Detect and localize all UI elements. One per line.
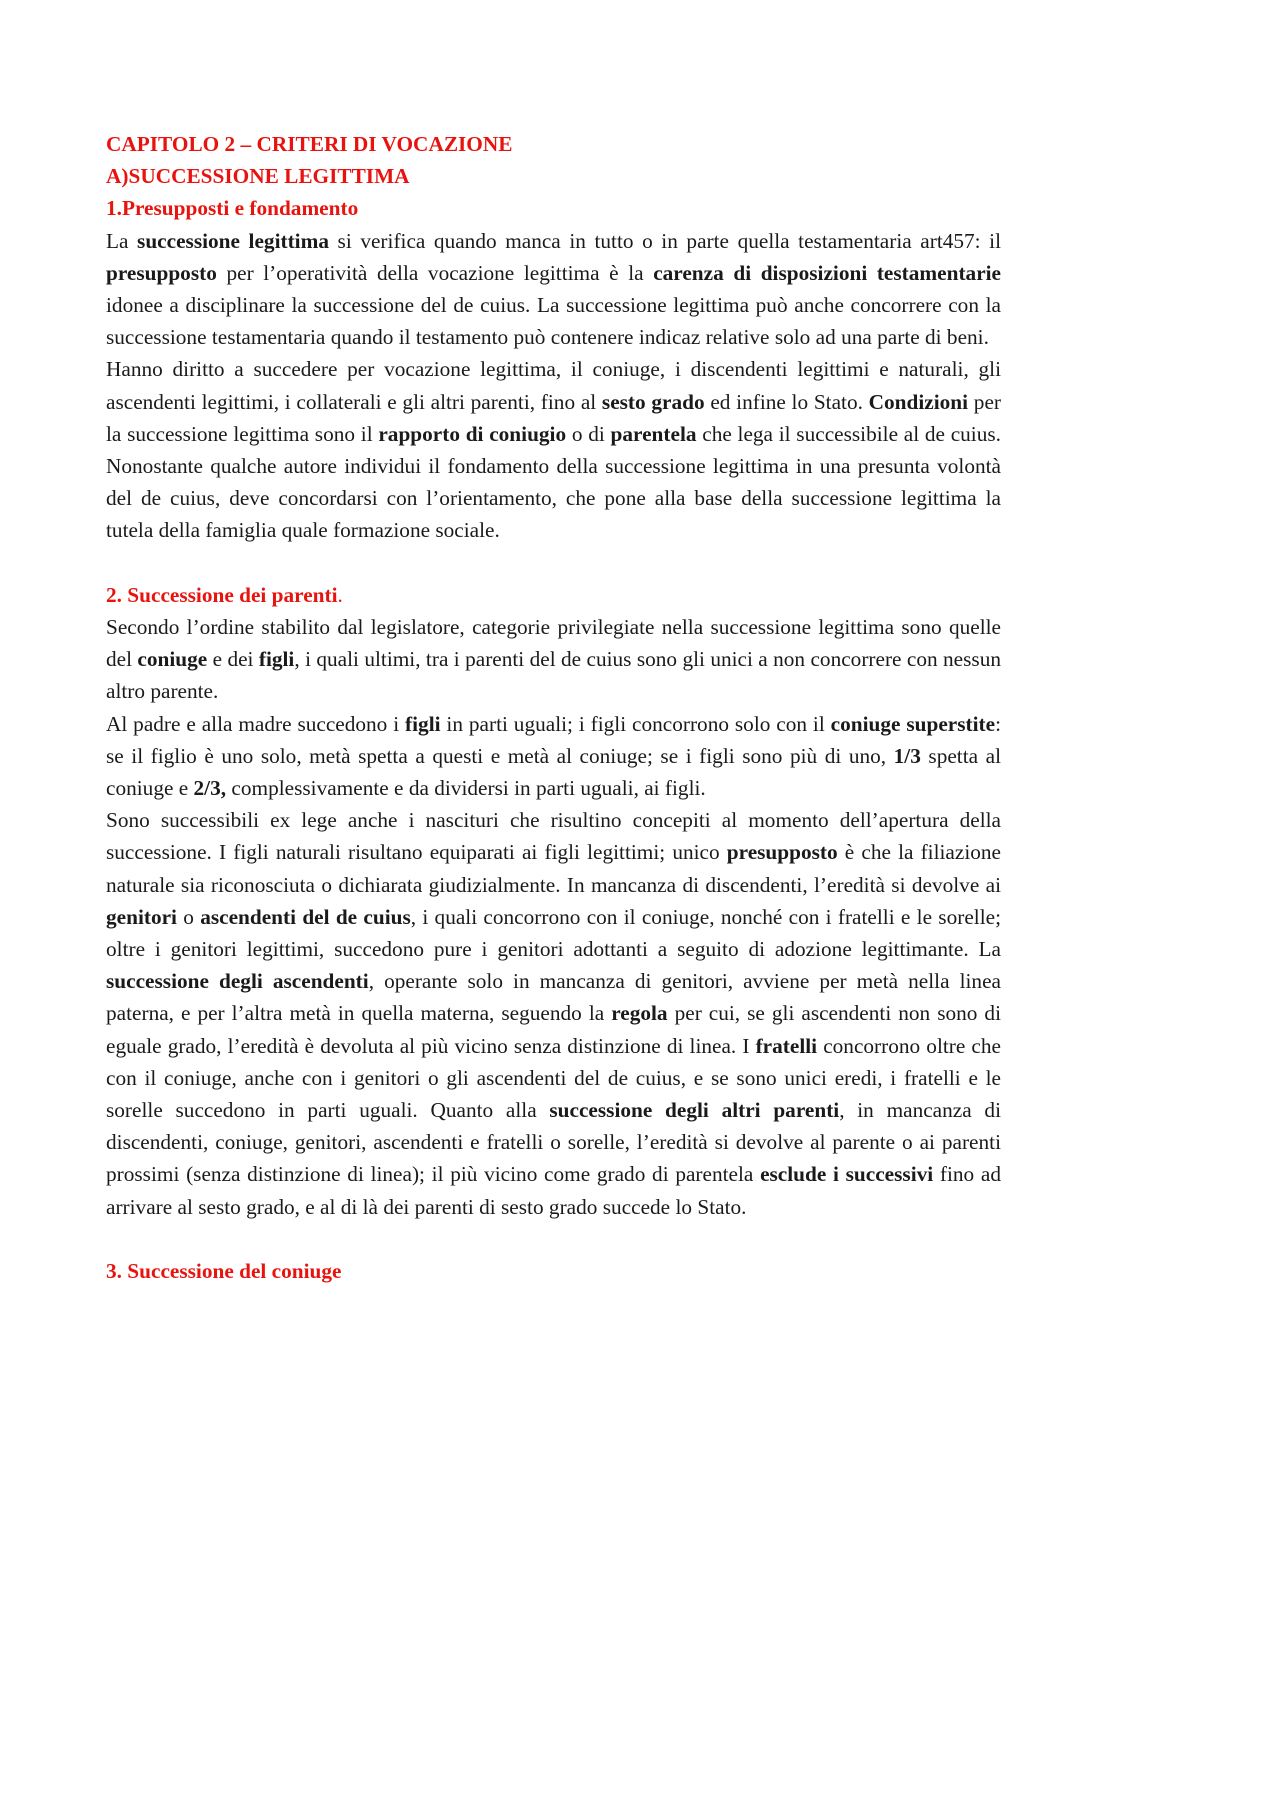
text-run: Sono successibili ex lege anche i nascituri che risultino concepiti al momento dell’apertura della successione. I figli naturali risultano equiparati ai figli legittimi; unico (106, 808, 1001, 865)
section-1-heading: 1.Presupposti e fondamento (106, 196, 359, 221)
bold-term: presupposto (726, 840, 838, 865)
text-run: Hanno diritto a succedere per vocazione legittima, il coniuge, i discendenti legittimi e naturali, gli ascendenti legittimi, i collaterali e gli altri parenti, fino al (106, 357, 1001, 414)
text-run: e dei (207, 647, 259, 672)
bold-term: 2/3, (193, 776, 227, 801)
section-2-paragraph-2 (106, 708, 1001, 805)
part-title: A)SUCCESSIONE LEGITTIMA (106, 164, 410, 189)
section-3-heading: 3. Successione del coniuge (106, 1259, 342, 1284)
text-run: spetta al coniuge e (106, 743, 1002, 801)
bold-term: Condizioni (868, 389, 969, 414)
text-run: o di (566, 421, 611, 446)
text-run: Secondo l’ordine stabilito dal legislatore, categorie privilegiate nella successione legittima sono quelle del (106, 615, 1001, 672)
section-2-heading-text: 2. Successione dei parenti (106, 582, 338, 607)
bold-term: esclude i successivi (760, 1162, 934, 1187)
text-run: fino ad arrivare al sesto grado, e al di là dei parenti di sesto grado succede lo Stato. (106, 1162, 1001, 1219)
bold-term: carenza di disposizioni testamentarie (653, 260, 1002, 285)
bold-term: figli (258, 647, 295, 672)
text-run: per la successione legittima sono il (106, 389, 1001, 446)
text-run: , operante solo in mancanza di genitori, avviene per metà nella linea paterna, e per l’altra metà in quella materna, seguendo la (106, 969, 1001, 1026)
bold-term: genitori (106, 904, 177, 929)
text-run: Al padre e alla madre succedono i (106, 711, 406, 736)
text-run: idonee a disciplinare la successione del de cuius. La successione legittima può anche concorrere con la successione testamentaria quando il testamento può contenere indicaz relative solo ad una parte di beni. (106, 293, 1001, 350)
bold-term: successione legittima (137, 228, 329, 253)
text-run: che lega il successibile al de cuius. Nonostante qualche autore individui il fondamento della successione legittima in una presunta volontà del de cuius, deve concordarsi con l’orientamento, che pone alla base della successione legittima la tutela della famiglia quale formazione sociale. (106, 421, 1001, 543)
section-2-paragraph-3 (106, 804, 1001, 1223)
bold-term: successione degli altri parenti (549, 1098, 840, 1123)
text-run: in parti uguali; i figli concorrono solo con il (440, 711, 831, 736)
bold-term: parentela (610, 421, 697, 446)
bold-term: presupposto (106, 260, 217, 285)
section-2-heading (106, 579, 1001, 611)
bold-term: sesto grado (601, 389, 705, 414)
text-run: , in mancanza di discendenti, coniuge, genitori, ascendenti e fratelli o sorelle, l’eredità si devolve al parente o ai parenti prossimi (senza distinzione di linea); il più vicino come grado di parentela (106, 1098, 1001, 1187)
bold-term: successione degli ascendenti (106, 969, 369, 994)
paragraph-spacer (106, 1223, 1001, 1255)
text-run: o (176, 904, 201, 929)
paragraph-spacer (106, 547, 1001, 579)
text-run: per l’operatività della vocazione legittima è la (216, 260, 654, 285)
text-run: è che la filiazione naturale sia riconosciuta o dichiarata giudizialmente. In mancanza di discendenti, l’eredità si devolve ai (106, 840, 1001, 897)
text-run: ed infine lo Stato. (704, 389, 869, 414)
text-run: complessivamente e da dividersi in parti uguali, ai figli. (226, 776, 706, 801)
text-run: , i quali concorrono con il coniuge, nonché con i fratelli e le sorelle; oltre i genitori legittimi, succedono pure i genitori adottanti a seguito di adozione legittimante. La (106, 904, 1001, 962)
bold-term: 1/3 (893, 743, 921, 768)
section-2-heading-dot: . (337, 582, 343, 607)
bold-term: rapporto di coniugio (378, 421, 567, 446)
text-run: La (106, 228, 138, 253)
section-2-paragraph-1 (106, 611, 1001, 708)
bold-term: regola (611, 1001, 668, 1026)
text-run: concorrono oltre che con il coniuge, anche con i genitori o gli ascendenti del de cuius, e se sono unici eredi, i fratelli e le sorelle succedono in parti uguali. Quanto alla (106, 1033, 1001, 1123)
text-run: , i quali ultimi, tra i parenti del de cuius sono gli unici a non concorrere con nessun altro parente. (106, 647, 1001, 704)
bold-term: coniuge (137, 647, 208, 672)
bold-term: fratelli (755, 1033, 818, 1058)
section-1-paragraph-1 (106, 225, 1001, 354)
chapter-title: CAPITOLO 2 – CRITERI DI VOCAZIONE (106, 132, 513, 156)
text-run: per cui, se gli ascendenti non sono di eguale grado, l’eredità è devoluta al più vicino senza distinzione di linea. I (106, 1001, 1001, 1058)
text-run: si verifica quando manca in tutto o in parte quella testamentaria art457: il (328, 228, 1001, 253)
section-1-paragraph-2 (106, 353, 1001, 546)
text-run: : se il figlio è uno solo, metà spetta a questi e metà al coniuge; se i figli sono più di uno, (106, 711, 1001, 768)
bold-term: coniuge superstite (830, 711, 996, 736)
bold-term: ascendenti del de cuius (200, 904, 411, 929)
document-page (106, 128, 1001, 1287)
bold-term: figli (405, 711, 441, 736)
